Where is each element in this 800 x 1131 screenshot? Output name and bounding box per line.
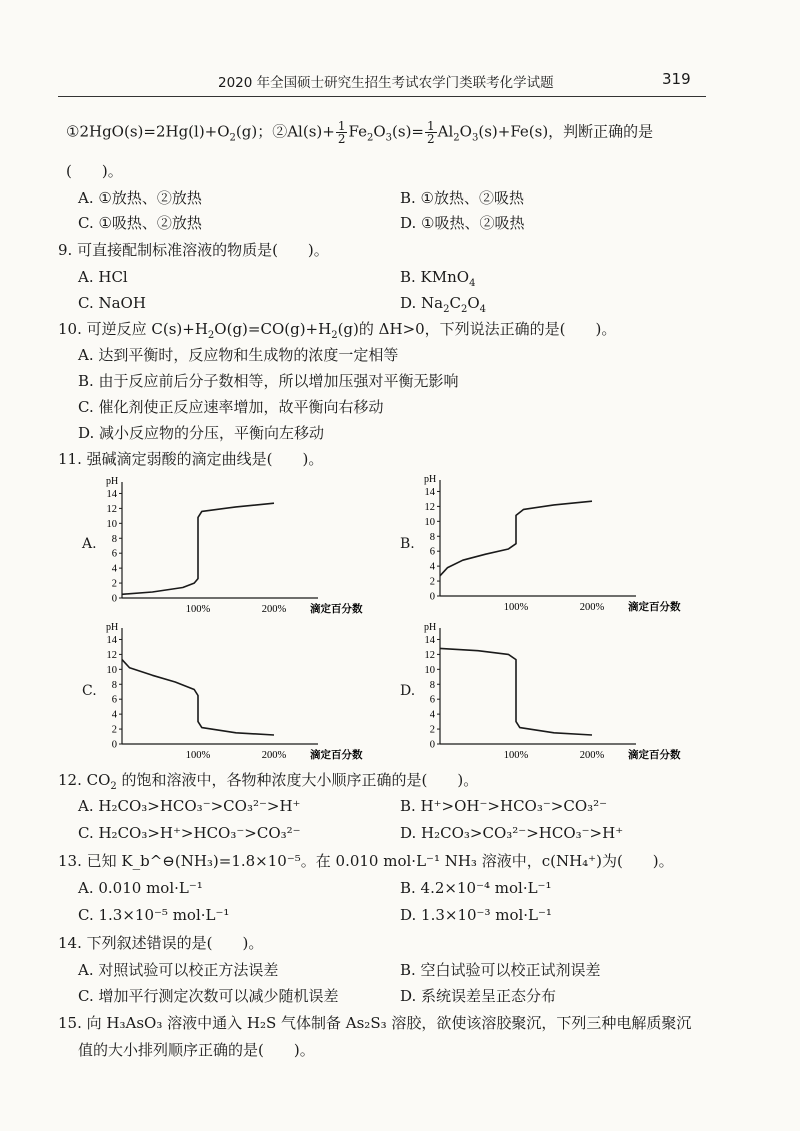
titration-chart-c-svg [100,622,363,761]
q14-option-d: D. 系统误差呈正态分布 [400,987,557,1005]
q10-stem: 10. 可逆反应 $C(s)+H_2O(g)=CO(g)+H_2(g)$的 ΔH>0，下列说法正确的是( )。 [58,320,617,341]
titration-curve [122,660,274,735]
q8-option-c: C. ①吸热、②放热 [78,214,202,232]
q15-stem-line1: 15. 向 H₃AsO₃ 溶液中通入 H₂S 气体制备 As₂S₃ 溶胶，欲使该溶胶聚沉，下列三种电解质聚沉 [58,1014,692,1032]
y-tick-label: 6 [429,694,435,706]
q12-option-a: A. H₂CO₃>HCO₃⁻>CO₃²⁻>H⁺ [78,797,301,815]
q10-option-d: D. 减小反应物的分压，平衡向左移动 [78,424,325,442]
q8-option-a: A. ①放热、②放热 [78,189,202,207]
q9-stem: 9. 可直接配制标准溶液的物质是( )。 [58,241,329,259]
q11-stem: 11. 强碱滴定弱酸的滴定曲线是( )。 [58,450,324,468]
y-tick-label: 14 [424,486,435,498]
y-tick-label: 0 [429,739,435,751]
y-tick-label: 4 [429,709,435,721]
q9-option-b: B. KMnO$_4$ [400,268,476,289]
q9-option-d: D. $Na_2C_2O_4$ [400,294,487,315]
x-tick-label: 200% [261,604,287,615]
header-rule [58,96,706,97]
x-tick-label: 200% [579,750,605,761]
q11-option-d-label: D. [400,683,416,699]
q8-option-d: D. ①吸热、②吸热 [400,214,525,232]
q9-option-a: A. HCl [78,268,128,286]
titration-chart-a-svg [100,476,363,615]
y-tick-label: 8 [111,679,117,691]
y-tick-label: 14 [424,634,435,646]
y-tick-label: 10 [106,664,117,676]
q10-option-a: A. 达到平衡时，反应物和生成物的浓度一定相等 [78,346,399,364]
y-tick-label: 0 [111,739,117,751]
y-axis-label: pH [106,622,119,633]
q11-option-b-label: B. [400,536,415,552]
q13-option-a: A. 0.010 mol·L⁻¹ [78,879,203,897]
titration-chart-d-svg [418,622,681,761]
x-tick-label: 100% [185,750,211,761]
y-tick-label: 14 [106,488,117,500]
y-tick-label: 4 [429,561,435,573]
y-tick-label: 12 [106,503,117,515]
x-axis-label: 滴定百分数 [310,604,363,615]
y-tick-label: 8 [429,531,435,543]
y-tick-label: 6 [429,546,435,558]
q13-stem: 13. 已知 K_b^⊖(NH₃)=1.8×10⁻⁵。在 0.010 mol·L⁻¹ NH₃ 溶液中，c(NH₄⁺)为( )。 [58,852,674,870]
q12-option-b: B. H⁺>OH⁻>HCO₃⁻>CO₃²⁻ [400,797,608,815]
y-tick-label: 0 [429,591,435,603]
q11-option-a-label: A. [82,536,97,552]
y-tick-label: 8 [429,679,435,691]
fraction-half-1: $\frac{1}{2}$ [337,119,346,146]
titration-curve [440,648,592,735]
x-axis-label: 滴定百分数 [310,750,363,761]
q15-stem-line2: 值的大小排列顺序正确的是( )。 [78,1041,315,1059]
x-axis-label: 滴定百分数 [628,602,681,613]
q14-option-b: B. 空白试验可以校正试剂误差 [400,961,601,979]
y-tick-label: 2 [429,724,435,736]
q13-option-d: D. 1.3×10⁻³ mol·L⁻¹ [400,906,552,924]
q8-stem: $①2HgO(s)=2Hg(l)+O_2(g)$；②Al(s)+ $\frac{1}{2}$ $Fe_2O_3(s)=$ $\frac{1}{2}$ $Al_2O_3(s)+Fe(s)$，判断正确的是 [66,119,654,146]
q12-stem: 12. $CO_2$ 的饱和溶液中，各物种浓度大小顺序正确的是( )。 [58,771,479,792]
titration-chart-a [100,476,363,619]
q11-option-c-label: C. [82,683,97,699]
y-tick-label: 10 [106,518,117,530]
q13-option-c: C. 1.3×10⁻⁵ mol·L⁻¹ [78,906,230,924]
y-tick-label: 0 [111,593,117,605]
x-tick-label: 200% [261,750,287,761]
y-tick-label: 4 [111,709,117,721]
titration-chart-b [418,474,681,617]
q10-option-c: C. 催化剂使正反应速率增加，故平衡向右移动 [78,398,384,416]
x-axis-label: 滴定百分数 [628,750,681,761]
q12-option-c: C. H₂CO₃>H⁺>HCO₃⁻>CO₃²⁻ [78,824,301,842]
y-tick-label: 6 [111,548,117,560]
y-tick-label: 12 [424,501,435,513]
q14-stem: 14. 下列叙述错误的是( )。 [58,934,264,952]
y-axis-label: pH [424,474,437,485]
q8-blank: ( )。 [66,162,123,180]
titration-chart-d [418,622,681,765]
q12-option-d: D. H₂CO₃>CO₃²⁻>HCO₃⁻>H⁺ [400,824,624,842]
y-tick-label: 10 [424,516,435,528]
running-header-title: 2020 年全国硕士研究生招生考试农学门类联考化学试题 [218,75,554,91]
titration-chart-c [100,622,363,765]
x-tick-label: 100% [185,604,211,615]
y-tick-label: 2 [429,576,435,588]
q10-option-b: B. 由于反应前后分子数相等，所以增加压强对平衡无影响 [78,372,459,390]
y-tick-label: 4 [111,563,117,575]
y-axis-label: pH [106,476,119,487]
fraction-half-2: $\frac{1}{2}$ [427,119,435,146]
y-tick-label: 8 [111,533,117,545]
y-axis-label: pH [424,622,437,633]
y-tick-label: 2 [111,724,117,736]
titration-curve [440,501,592,576]
q8-option-b: B. ①放热、②吸热 [400,189,525,207]
titration-curve [122,503,274,594]
y-tick-label: 2 [111,578,117,590]
x-tick-label: 200% [579,602,605,613]
titration-chart-b-svg [418,474,681,613]
y-tick-label: 6 [111,694,117,706]
y-tick-label: 12 [106,649,117,661]
q14-option-c: C. 增加平行测定次数可以减少随机误差 [78,987,339,1005]
q14-option-a: A. 对照试验可以校正方法误差 [78,961,279,979]
x-tick-label: 100% [503,602,529,613]
page-number: 319 [662,70,691,88]
y-tick-label: 14 [106,634,117,646]
y-tick-label: 10 [424,664,435,676]
q13-option-b: B. 4.2×10⁻⁴ mol·L⁻¹ [400,879,552,897]
y-tick-label: 12 [424,649,435,661]
q9-option-c: C. NaOH [78,294,146,312]
x-tick-label: 100% [503,750,529,761]
